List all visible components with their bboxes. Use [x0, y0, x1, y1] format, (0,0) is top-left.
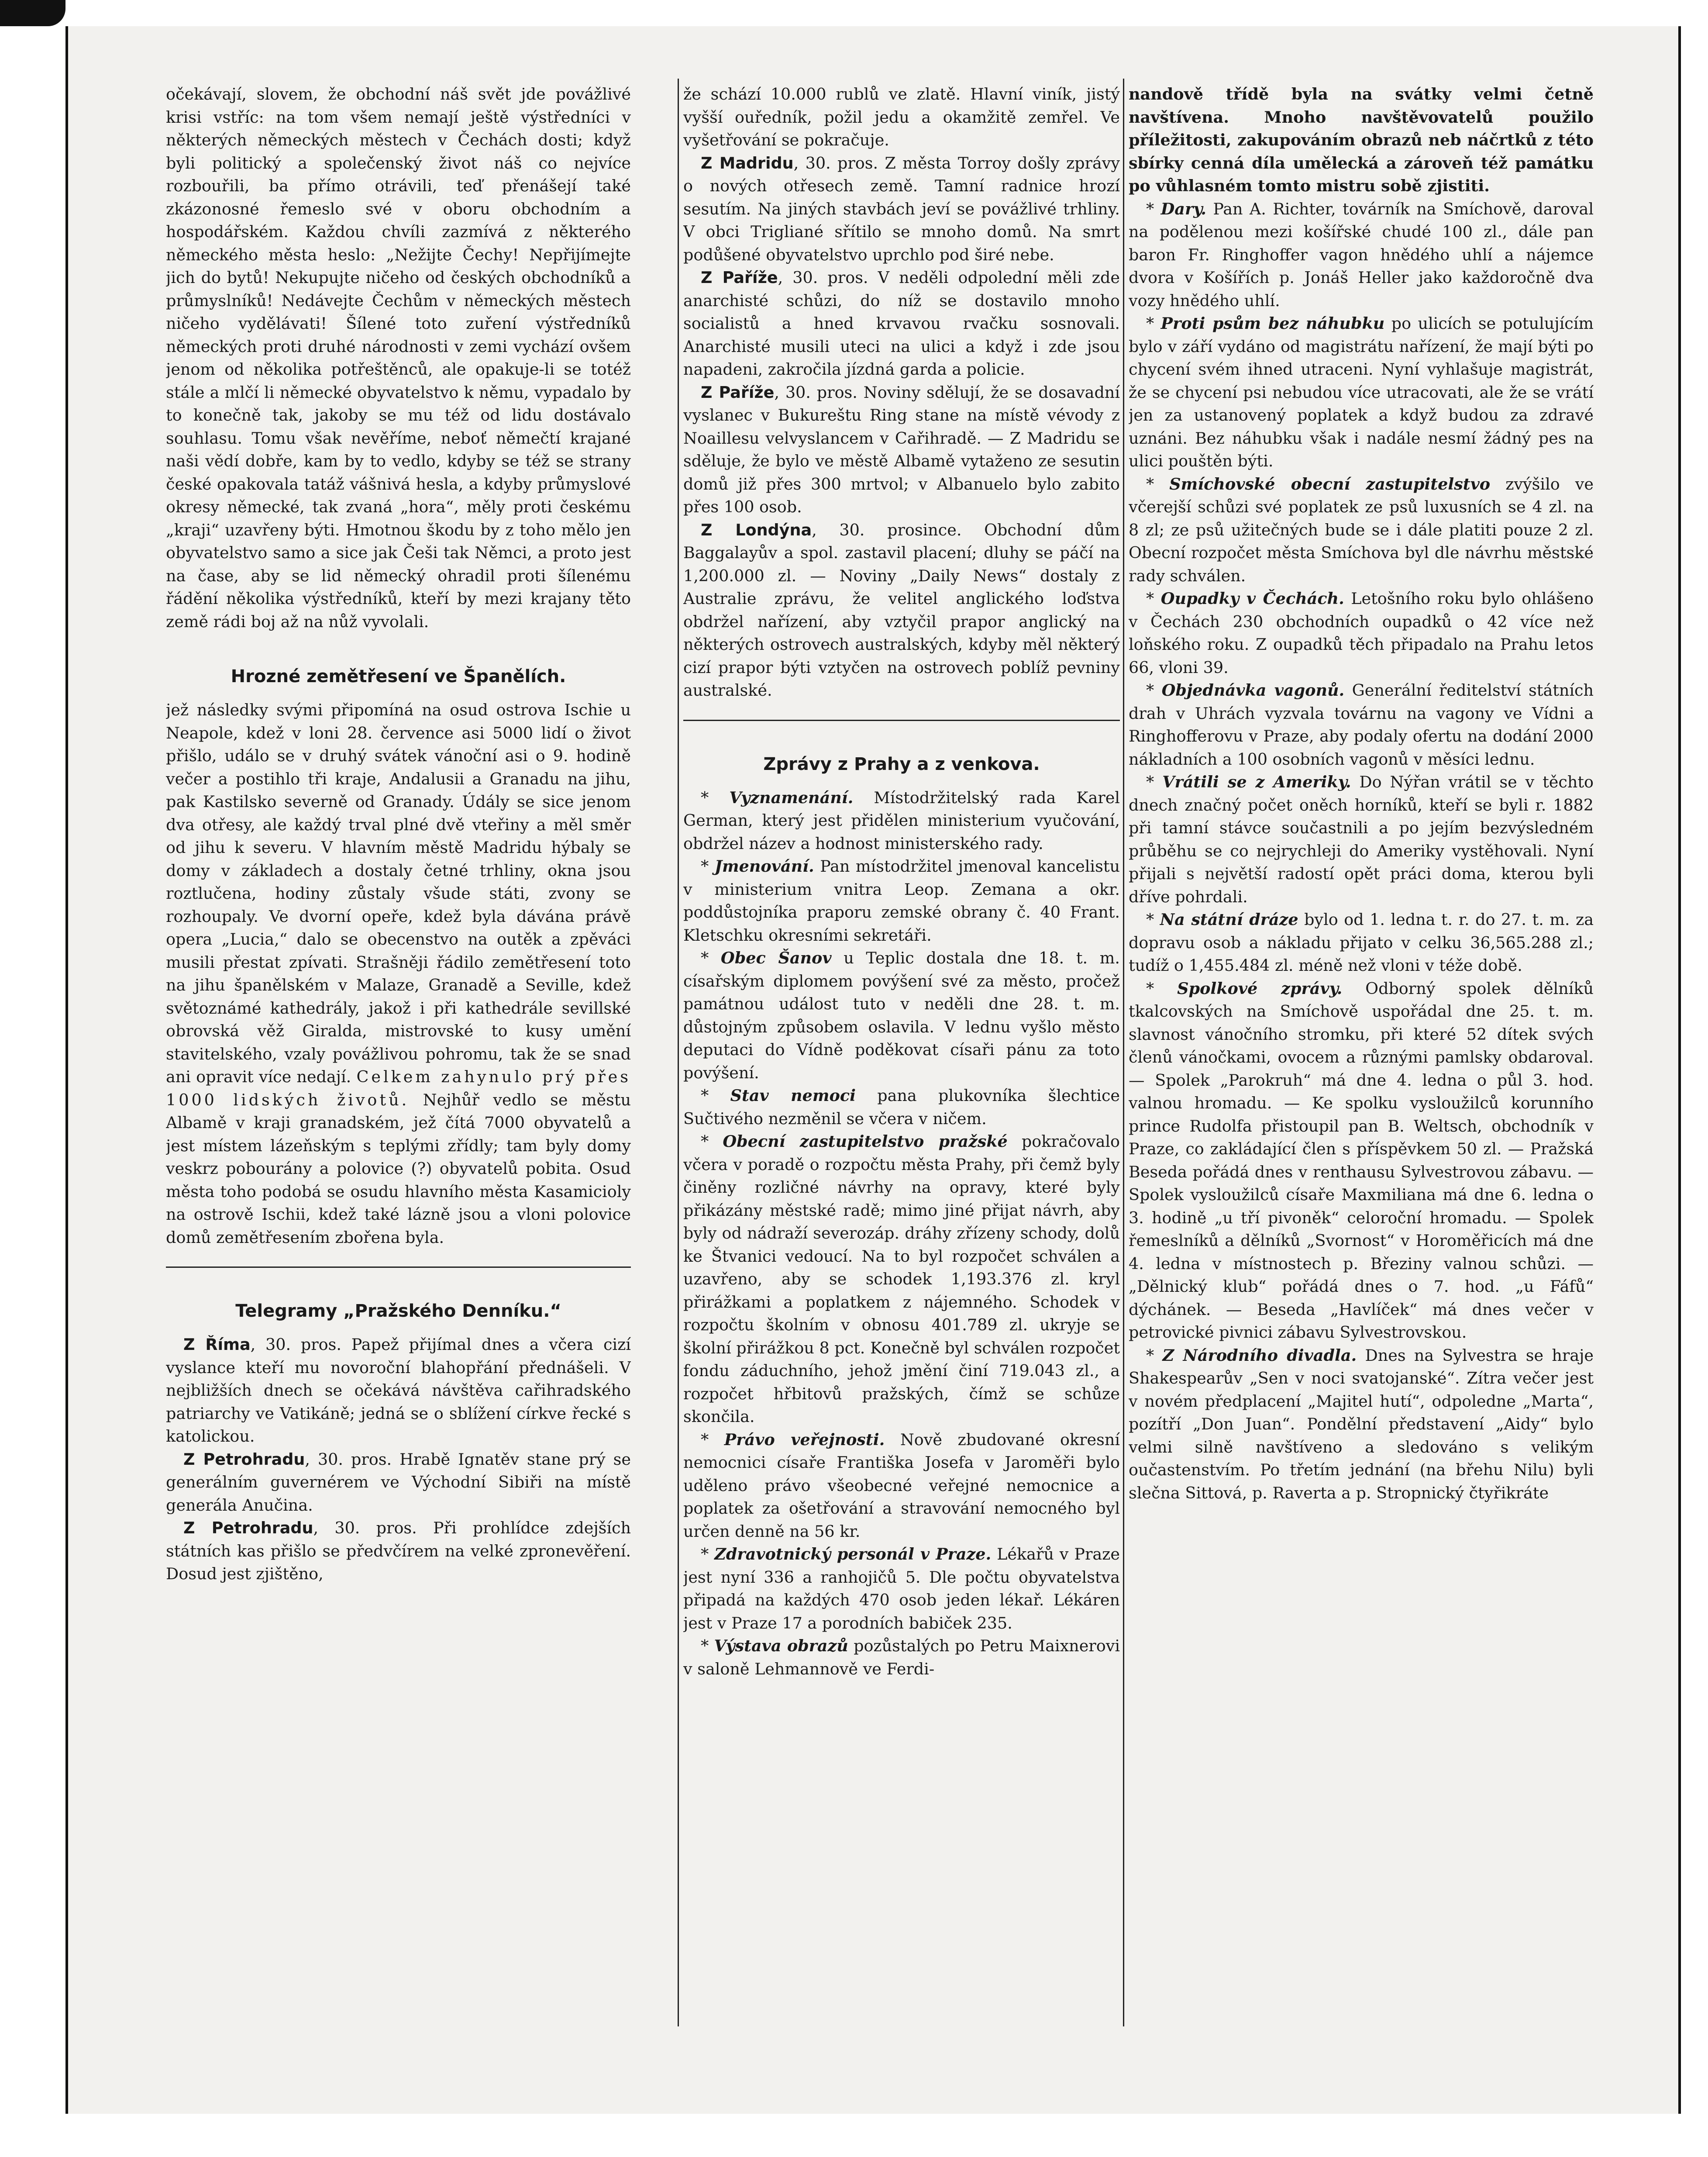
local-item: * Vyznamenání. Místodržitelský rada Karel German, který jest přidělen ministerium vyučování, obdržel název a hodnost ministerského rady.: [683, 788, 1120, 853]
news-place: Z Paříže: [701, 383, 775, 402]
telegram-place: Z Říma: [183, 1335, 251, 1354]
local-item: * Právo veřejnosti. Nově zbudované okresní nemocnici císaře Františka Josefa v Jaroměři bylo uděleno právo všeobecné veřejné nemocnice a poplatek za ošetřování a stravování nemocného byl určen denně na 56 kr.: [683, 1430, 1120, 1541]
local-item-label: Dary.: [1160, 199, 1206, 218]
local-item: * Vrátili se z Ameriky. Do Nýřan vrátil se v těchto dnech značný počet oněch horníků, kteří se byli r. 1882 při tamní stávce součastnili a po jejím bezvýsledném průběhu se co nejrychleji do Ameriky vystěhovali. Nyní přijali s největší radostí opět práci doma, kterou byli dříve pohrdali.: [1129, 773, 1594, 906]
local-item: * Objednávka vagonů. Generální ředitelství státních drah v Uhrách vyzvala továrnu na vagony ve Vídni a Ringhofferovu v Praze, aby podaly ofertu na dodání 2000 nákladních a 100 osobních vagonů v měsíci lednu.: [1129, 681, 1594, 769]
telegram-place: Z Petrohradu: [183, 1519, 313, 1537]
news-item: [683, 266, 1120, 381]
prague-news-heading: Zprávy z Prahy a z venkova.: [763, 754, 1040, 774]
editorial-continuation: očekávají, slovem, že obchodní náš svět jde povážlivé krisi vstříc: na tom všem nemají ještě výstředníci v některých německých městech v Čechách dosti; když byli politický a společenský život náš co nejvíce rozbouřili, ba přímo otrávili, teď přenášejí také zkázonosné řemeslo své v oboru obchodním a hospodářském. Každou chvíli zazmívá z některého německého města heslo: „Nežijte Čechy! Nepřijímejte jich do bytů! Nekupujte ničeho od českých obchodníků a průmyslníků! Nedávejte Čechům v německých městech ničeho vydělávati! Šílené toto zuření výstředníků německých proti druhé národnosti v zemi vychází ovšem jenom od několika potřeštěnců, ale opakuje-li se totéž stále a mlčí li německé obyvatelstvo k němu, vypadalo by to konečně tak, jakoby se mu též od lidu dostávalo souhlasu. Tomu však nevěříme, neboť němečtí krajané naši vědí dobře, kam by to vedlo, kdyby se též se strany české opakovala tatáž vášnivá hesla, a kdyby průmyslové okresy německé, tak zvaná „hora“, měly proti českému „kraji“ uzavřeny býti. Hmotnou škodu by z toho mělo jen obyvatelstvo samo a sice jak Češi tak Němci, a proto jest na čase, aby se lid německý ohradil proti šílenému řádění několika výstředníků, kteří by mezi krajany těto země rádi boj až na nůž vyvolali.: [166, 85, 631, 631]
local-item: * Z Národního divadla. Dnes na Sylvestra se hraje Shakespearův „Sen v noci svatojanské“. Zítra večer jest v novém předplacení „Majitel hutí“, odpoledne „Marta“, pozítří „Don Juan“. Pondělní představení „Aidy“ bylo velmi silně navštíveno a sledováno s velikým oučastenstvím. Po třetím jednání (na břehu Nilu) byli slečna Sittová, p. Raverta a p. Stropnický čtyřikráte: [1129, 1346, 1594, 1502]
telegram-text: , 30. pros. Papež přijímal dnes a včera cizí vyslance kteří mu novoroční blahopřání přednášeli. V nejbližších dnech se očekává návštěva cařihradského patriarchy ve Vatikáně; jedná se o sblížení církve řecké s katolickou.: [166, 1335, 631, 1446]
local-item: * Jmenování. Pan místodržitel jmenoval kancelistu v ministerium vnitra Leop. Zemana a okr. poddůstojníka praporu zemské obrany č. 40 Frant. Kletschku okresními sekretáři.: [683, 857, 1120, 945]
news-place: Z Madridu: [701, 153, 794, 173]
local-item: * Na státní dráze bylo od 1. ledna t. r. do 27. t. m. za dopravu osob a nákladu přijato v celku 36,565.288 zl.; tudíž o 1,455.484 zl. méně než vloni v téže době.: [1129, 910, 1594, 975]
news-text: , 30. prosince. Obchodní dům Baggalayův a spol. zastavil placení; dluhy se páčí na 1,200.000 zl. — Noviny „Daily News“ dostaly z Australie zprávu, že velitel anglického loďstva obdržel nařízení, aby vztyčil prapor anglický na některých ostrovech australských, kdyby měl některý cizí prapor býti vztyčen na ostrovech poblíž pevniny australské.: [683, 520, 1120, 700]
column-3: [1129, 83, 1594, 2026]
telegram-continuation: že schází 10.000 rublů ve zlatě. Hlavní viník, jistý vyšší ouředník, požil jedu a okamžitě zemřel. Ve vyšetřování se pokračuje.: [683, 85, 1120, 149]
local-item: * Spolkové zprávy. Odborný spolek dělníků tkalcovských na Smíchově uspořádal dne 25. t. m. slavnost vánočního stromku, při které 52 dítek svých členů vánočkami, ovocem a různými pamlsky obdaroval. — Spolek „Parokruh“ má dne 4. ledna o půl 3. hod. valnou hromadu. — Ke spolku vysloužilců korunního prince Rudolfa přistoupil pan B. Weltsch, obchodník v Praze, co zakládající člen s příspěvkem 50 zl. — Pražská Beseda pořádá dnes v renthausu Sylvestrovou zábavu. — Spolek vysloužilců císaře Maxmiliana má dne 6. ledna o 3. hodině „u tří pivoněk“ celoroční hromadu. — Spolek řemeslníků a dělníků „Svornost“ v Horoměřicích má dne 4. ledna v místnostech p. Březiny valnou schůzi. — „Dělnický klub“ pořádá dnes o 7. hod. „u Fáfů“ dýchánek. — Beseda „Havlíček“ má dnes večer v petrovické pivnici zábavu Sylvestrovskou.: [1129, 979, 1594, 1342]
local-item-text: Pan místodržitel jmenoval kancelistu v ministerium vnitra Leop. Zemana a okr. poddůstojníka praporu zemské obrany č. 40 Frant. Kletschku okresními sekretáři.: [683, 857, 1120, 945]
local-item-label: Obecní zastupitelstvo pražské: [723, 1132, 1008, 1151]
local-item-text: u Teplic dostala dne 18. t. m. císařským diplomem povýšení své za město, pročež památnou událost tuto v neděli dne 28. t. m. důstojným způsobem oslavila. V lednu vyšlo město deputaci do Vídně poděkovat císaři pánu za toto povýšení.: [683, 949, 1120, 1082]
scan-corner-artifact: [0, 0, 65, 26]
news-text: , 30. pros. V neděli odpolední měli zde anarchisté schůzi, do níž se dostavilo mnoho socialistů a hned krvavou rvačku sosnovali. Anarchisté musili uteci na ulici a když i zde jsou napadeni, zakročila jízdná garda a policie.: [683, 268, 1120, 379]
section-divider: [166, 1267, 631, 1268]
local-item-text: Generální ředitelství státních drah v Uhrách vyzvala továrnu na vagony ve Vídni a Ringhofferovu v Praze, aby podaly ofertu na dodání 2000 nákladních a 100 osobních vagonů v měsíci lednu.: [1129, 681, 1594, 769]
local-item-label: Objednávka vagonů.: [1161, 681, 1345, 700]
news-item: [683, 519, 1120, 702]
local-item-label: Stav nemoci: [730, 1086, 856, 1105]
telegrams-heading: Telegramy „Pražského Denníku.“: [235, 1301, 561, 1321]
local-item-text: Letošního roku bylo ohlášeno v Čechách 230 obchodních oupadků o 42 více než loňského roku. Z oupadků těch připadalo na Prahu letos 66, vloni 39.: [1129, 589, 1594, 677]
local-item: * Proti psům bez náhubku po ulicích se potulujícím bylo v září vydáno od magistrátu nařízení, že mají býti po chycení svém ihned utraceni. Nyní vyhlašuje magistrát, že se chycení psi nebudou více utracovati, ale že se vrátí jen za ustanovený poplatek a když budou za zdravé uznáni. Bez náhubku však i nadále nesmí žádný pes na ulici pouštěn býti.: [1129, 314, 1594, 470]
news-item: [683, 152, 1120, 267]
telegram-item: [166, 1448, 631, 1517]
local-item: * Oupadky v Čechách. Letošního roku bylo ohlášeno v Čechách 230 obchodních oupadků o 42 více než loňského roku. Z oupadků těch připadalo na Prahu letos 66, vloni 39.: [1129, 589, 1594, 677]
local-item-text: Odborný spolek dělníků tkalcovských na Smíchově uspořádal dne 25. t. m. slavnost vánočního stromku, při které 52 dítek svých členů vánočkami, ovocem a různými pamlsky obdaroval. — Spolek „Parokruh“ má dne 4. ledna o půl 3. hod. valnou hromadu. — Ke spolku vysloužilců korunního prince Rudolfa přistoupil pan B. Weltsch, obchodník v Praze, co zakládající člen s příspěvkem 50 zl. — Pražská Beseda pořádá dnes v renthausu Sylvestrovou zábavu. — Spolek vysloužilců císaře Maxmiliana má dne 6. ledna o 3. hodině „u tří pivoněk“ celoroční hromadu. — Spolek řemeslníků a dělníků „Svornost“ v Horoměřicích má dne 4. ledna v místnostech p. Březiny valnou schůzi. — „Dělnický klub“ pořádá dnes o 7. hod. „u Fáfů“ dýchánek. — Beseda „Havlíček“ má dnes večer v petrovické pivnici zábavu Sylvestrovskou.: [1129, 979, 1594, 1342]
local-item-text: Lékařů v Praze jest nyní 336 a ranhojičů 5. Dle počtu obyvatelstva připadá na každých 470 osob jeden lékař. Lékáren jest v Praze 17 a porodních babiček 235.: [683, 1545, 1120, 1632]
local-item-label: Spolkové zprávy.: [1177, 979, 1343, 998]
column-2: [683, 83, 1120, 2026]
local-item-label: Výstava obrazů: [714, 1636, 848, 1655]
news-item: [683, 381, 1120, 519]
local-item: * Zdravotnický personál v Praze. Lékařů v Praze jest nyní 336 a ranhojičů 5. Dle počtu obyvatelstva připadá na každých 470 osob jeden lékař. Lékáren jest v Praze 17 a porodních babiček 235.: [683, 1545, 1120, 1632]
local-item: * Výstava obrazů pozůstalých po Petru Maixnerovi v saloně Lehmannově ve Ferdi-: [683, 1636, 1120, 1678]
local-item: * Stav nemoci pana plukovníka šlechtice Sučtivého nezměnil se včera v ničem.: [683, 1086, 1120, 1128]
telegram-text: , 30. pros. Při prohlídce zdejších státních kas přišlo se předvčírem na velké zpronevěření. Dosud jest zjištěno,: [166, 1519, 631, 1583]
local-item-text: zvýšilo ve včerejší schůzi své poplatek ze psů luxusních se 4 zl. na 8 zl; ze psů užitečných bude se i dále platiti pouze 2 zl. Obecní rozpočet města Smíchova byl dle návrhu městské rady schválen.: [1129, 474, 1594, 585]
telegram-item: [166, 1333, 631, 1448]
local-item-label: Vyznamenání.: [729, 788, 854, 807]
section-divider: [683, 720, 1120, 721]
local-item-text: Dnes na Sylvestra se hraje Shakespearův „Sen v noci svatojanské“. Zítra večer jest v novém předplacení „Majitel hutí“, odpoledne „Marta“, pozítří „Don Juan“. Pondělní představení „Aidy“ bylo velmi silně navštíveno a sledováno s velikým oučastenstvím. Po třetím jednání (na břehu Nilu) byli slečna Sittová, p. Raverta a p. Stropnický čtyřikráte: [1129, 1346, 1594, 1502]
local-item: * Smíchovské obecní zastupitelstvo zvýšilo ve včerejší schůzi své poplatek ze psů luxusních se 4 zl. na 8 zl; ze psů užitečných bude se i dále platiti pouze 2 zl. Obecní rozpočet města Smíchova byl dle návrhu městské rady schválen.: [1129, 474, 1594, 585]
local-item-label: Na státní dráze: [1160, 910, 1298, 929]
news-place: Z Londýna: [701, 520, 812, 539]
local-item-label: Právo veřejnosti.: [724, 1430, 885, 1449]
local-item-label: Jmenování.: [714, 857, 814, 876]
local-item-label: Oupadky v Čechách.: [1160, 589, 1344, 608]
earthquake-article: [166, 699, 631, 1249]
local-item-text: pana plukovníka šlechtice Sučtivého nezměnil se včera v ničem.: [683, 1086, 1120, 1128]
local-item-label: Smíchovské obecní zastupitelstvo: [1169, 474, 1491, 494]
local-item-label: Obec Šanov: [720, 949, 832, 967]
local-item: * Dary. Pan A. Richter, továrník na Smíchově, daroval na podělenou mezi košířské chudé 100 zl., dále pan baron Fr. Ringhoffer vagon hnědého uhlí a nájemce dvora v Košířích p. Jonáš Heller jako každoročně dva vozy hnědého uhlí.: [1129, 199, 1594, 310]
local-item-text: po ulicích se potulujícím bylo v září vydáno od magistrátu nařízení, že mají býti po chycení svém ihned utraceni. Nyní vyhlašuje magistrát, že se chycení psi nebudou více utracovati, ale že se vrátí jen za ustanovený poplatek a když budou za zdravé uznáni. Bez náhubku však i nadále nesmí žádný pes na ulici pouštěn býti.: [1129, 314, 1594, 470]
exhibition-continuation: nandově třídě byla na svátky velmi četně navštívena. Mnoho navštěvovatelů použilo příležitosti, zakupováním obrazů neb náčrtků z této sbírky cenná díla umělecká a zároveň též památku po vůhlasném tomto mistru sobě zjistiti.: [1129, 85, 1594, 195]
earthquake-heading: Hrozné zemětřesení ve Španělích.: [231, 666, 566, 687]
local-item-text: Pan A. Richter, továrník na Smíchově, daroval na podělenou mezi košířské chudé 100 zl., dále pan baron Fr. Ringhoffer vagon hnědého uhlí a nájemce dvora v Košířích p. Jonáš Heller jako každoročně dva vozy hnědého uhlí.: [1129, 199, 1594, 310]
local-item-text: pozůstalých po Petru Maixnerovi v saloně Lehmannově ve Ferdi-: [683, 1636, 1120, 1678]
news-text: , 30. pros. Noviny sdělují, že se dosavadní vyslanec v Bukureštu Ring stane na místě vévody z Noaillesu velvyslancem v Cařihradě. — Z Madridu se sděluje, že bylo ve městě Albamě vytaženo ze sesutin domů již přes 300 mrtvol; v Albanuelo bylo zabito přes 100 osob.: [683, 383, 1120, 516]
earthquake-text: jež následky svými připomíná na osud ostrova Ischie u Neapole, kdež v loni 28. července asi 5000 lidí o život přišlo, událo se v druhý svátek vánoční asi o 9. hodině večer a postihlo tři kraje, Andalusii a Granadu na jihu, pak Kastilsko severně od Granady. Údály se sice jenom dva otřesy, ale každý trval plné dvě vteřiny a měl směr od jihu k severu. V hlavním městě Madridu hýbaly se domy v základech a dostaly četné trhliny, okna jsou roztlučena, hodiny zůstaly všude státi, zvony se rozhoupaly. Ve dvorní opeře, kdež byla dávána právě opera „Lucia,“ dalo se obecenstvo na outěk a zpěváci musili přestat zpívati. Strašněji řádilo zemětřesení toto na jihu španělském v Malaze, Granadě a Seville, kdež světoznámé kathedrály, jakož i při kathedrále sevillské obrovská věž Giralda, mistrovské to kusy umění stavitelského, vzaly povážlivou pohromu, tak že se snad ani opravit více nedají.: [166, 701, 631, 1086]
local-item-label: Z Národního divadla.: [1162, 1346, 1357, 1365]
local-item-text: bylo od 1. ledna t. r. do 27. t. m. za dopravu osob a nákladu přijato v celku 36,565.288 zl.; tudíž o 1,455.484 zl. méně než vloni v téže době.: [1129, 910, 1594, 975]
local-item-text: Do Nýřan vrátil se v těchto dnech značný počet oněch horníků, kteří se byli r. 1882 při tamní stávce součastnili a po jejím bezvýsledném průběhu se co nejrychleji do Ameriky vystěhovali. Nyní přijali s největší radostí opět práci doma, kterou byli dříve pohrdali.: [1129, 773, 1594, 906]
local-item-text: Místodržitelský rada Karel German, který jest přidělen ministerium vyučování, obdržel název a hodnost ministerského rady.: [683, 788, 1120, 853]
news-text: , 30. pros. Z města Torroy došly zprávy o nových otřesech země. Tamní radnice hrozí sesutím. Na jiných stavbách jeví se povážlivé trhliny. V obci Trigliané sřítilo se mnoho domů. Na smrt podůšené obyvatelstvo uprchlo pod širé nebe.: [683, 153, 1120, 264]
local-item-label: Zdravotnický personál v Praze.: [714, 1545, 992, 1563]
news-place: Z Paříže: [701, 268, 778, 287]
column-rule-1: [678, 79, 679, 2026]
local-item: * Obecní zastupitelstvo pražské pokračovalo včera v poradě o rozpočtu města Prahy, při čemž byly činěny rozličné návrhy na opravy, které byly přikázány městské radě; mimo jiné přijat návrh, aby byly od nádraží severozáp. dráhy zřízeny schody, dolů ke Štvanici vedoucí. Na to byl rozpočet schválen a uzavřeno, aby se schodek 1,193.376 zl. kryl přirážkami a poplatkem z nájemného. Schodek v rozpočtu školním v obnosu 401.789 zl. ukryje se školní přirážkou 8 pct. Konečně byl schválen rozpočet fondu záduchního, jehož jmění činí 719.043 zl., a rozpočet hřbitovů pražských, čímž se schůze skončila.: [683, 1132, 1120, 1426]
earthquake-text-2: Nejhůř vedlo se městu Albamě v kraji granadském, jež čítá 7000 obyvatelů a jest místem lázeňským s teplými zřídly; tam byly domy veskrz pobourány a polovice (?) obyvatelů pobita. Osud města toho podobá se osudu hlavního města Kasamicioly na ostrově Ischii, kdež také lázně jsou a vloni polovice domů zemětřesením zbořena byla.: [166, 1090, 631, 1247]
earthquake-casualties: Celkem zahynulo prý přes 1000 lidských životů.: [166, 1067, 631, 1109]
column-rule-2: [1123, 79, 1124, 2026]
local-item-label: Vrátili se z Ameriky.: [1162, 773, 1351, 791]
telegram-item: [166, 1517, 631, 1586]
local-item-label: Proti psům bez náhubku: [1160, 314, 1385, 333]
column-1: [166, 83, 631, 2026]
local-item-text: Nově zbudované okresní nemocnici císaře Františka Josefa v Jaroměři bylo uděleno právo všeobecné veřejné nemocnice a poplatek za ošetřování a stravování nemocného byl určen denně na 56 kr.: [683, 1430, 1120, 1541]
local-item-text: pokračovalo včera v poradě o rozpočtu města Prahy, při čemž byly činěny rozličné návrhy na opravy, které byly přikázány městské radě; mimo jiné přijat návrh, aby byly od nádraží severozáp. dráhy zřízeny schody, dolů ke Štvanici vedoucí. Na to byl rozpočet schválen a uzavřeno, aby se schodek 1,193.376 zl. kryl přirážkami a poplatkem z nájemného. Schodek v rozpočtu školním v obnosu 401.789 zl. ukryje se školní přirážkou 8 pct. Konečně byl schválen rozpočet fondu záduchního, jehož jmění činí 719.043 zl., a rozpočet hřbitovů pražských, čímž se schůze skončila.: [683, 1132, 1120, 1426]
telegram-text: , 30. pros. Hrabě Ignatěv stane prý se generálním guvernérem ve Východní Sibiři na místě generála Anučina.: [166, 1450, 631, 1515]
telegram-place: Z Petrohradu: [183, 1450, 305, 1469]
local-item: * Obec Šanov u Teplic dostala dne 18. t. m. císařským diplomem povýšení své za město, pročež památnou událost tuto v neděli dne 28. t. m. důstojným způsobem oslavila. V lednu vyšlo město deputaci do Vídně poděkovat císaři pánu za toto povýšení.: [683, 949, 1120, 1082]
